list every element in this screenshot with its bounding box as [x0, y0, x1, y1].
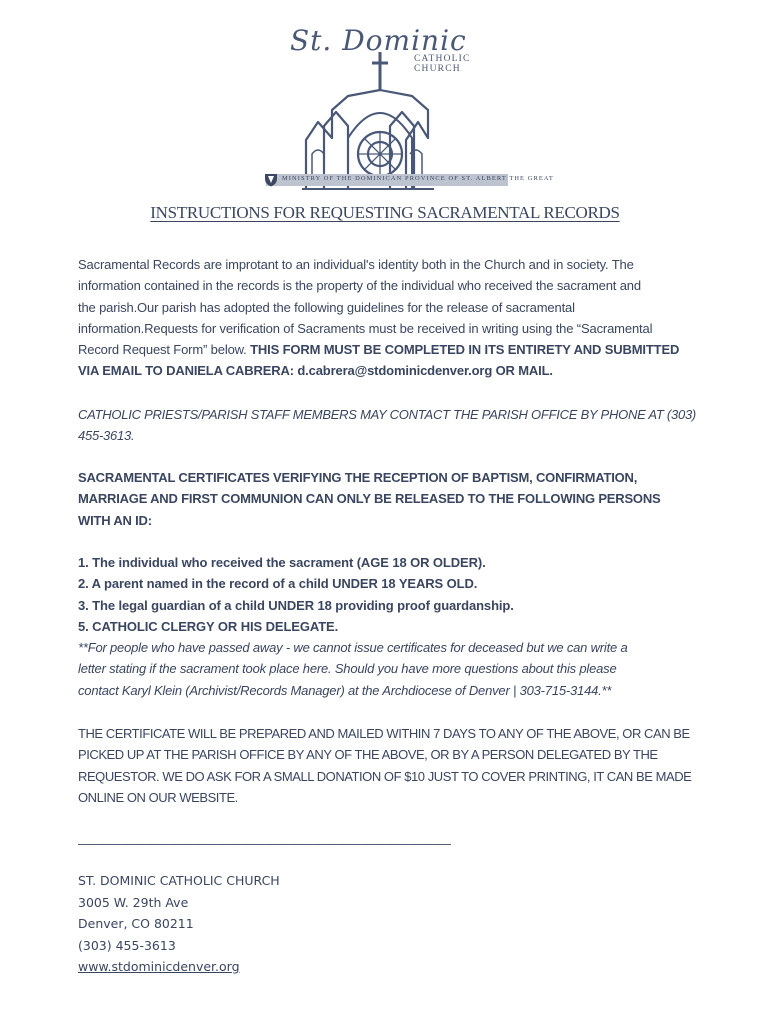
clergy-line: 455-3613.	[78, 428, 135, 444]
list-item: 3. The legal guardian of a child UNDER 18 providing proof guardanship.	[78, 597, 514, 613]
website-link[interactable]: www.stdominicdenver.org	[78, 959, 240, 974]
dominican-shield-icon	[264, 173, 278, 187]
certificate-line: WITH AN ID:	[78, 512, 152, 528]
intro-line: Record Request Form” below.	[78, 342, 247, 358]
delivery-paragraph	[78, 723, 728, 808]
ministry-banner	[266, 174, 554, 186]
page-title: INSTRUCTIONS FOR REQUESTING SACRAMENTAL RECORDS	[150, 203, 620, 222]
intro-line: the parish.Our parish has adopted the following guidelines for the release of sacramental	[78, 299, 575, 315]
deceased-note-line: letter stating if the sacrament took place here. Should you have more questions about this please	[78, 661, 617, 677]
delivery-line: THE CERTIFICATE WILL BE PREPARED AND MAILED WITHIN 7 DAYS TO ANY OF THE ABOVE, OR CAN BE	[78, 726, 690, 741]
delivery-line: PICKED UP AT THE PARISH OFFICE BY ANY OF THE ABOVE, OR BY A PERSON DELEGATED BY THE	[78, 747, 658, 763]
footer-city: Denver, CO 80211	[78, 916, 194, 931]
intro-line-mixed	[78, 339, 718, 360]
footer-street: 3005 W. 29th Ave	[78, 894, 189, 910]
logo-subtitle: CATHOLIC CHURCH	[414, 54, 471, 74]
delivery-line: ONLINE ON OUR WEBSITE.	[78, 789, 238, 805]
contact-footer	[78, 870, 280, 978]
intro-line: information.Requests for verification of Sacraments must be received in writing using the “Sacramental	[78, 320, 653, 336]
deceased-note-line: contact Karyl Klein (Archivist/Records Manager) at the Archdiocese of Denver | 303-715-3144.**	[78, 682, 612, 698]
church-logo	[262, 20, 512, 190]
church-icon	[298, 50, 438, 192]
list-item: 5. CATHOLIC CLERGY OR HIS DELEGATE.	[78, 618, 339, 634]
list-item: 2. A parent named in the record of a child UNDER 18 YEARS OLD.	[78, 576, 478, 592]
footer-church-name: ST. DOMINIC CATHOLIC CHURCH	[78, 873, 280, 888]
deceased-note-line: **For people who have passed away - we cannot issue certificates for deceased but we can write a	[78, 640, 628, 656]
intro-bold-email-line: VIA EMAIL TO DANIELA CABRERA: d.cabrera@stdominicdenver.org OR MAIL.	[78, 363, 553, 379]
delivery-line: REQUESTOR. WE DO ASK FOR A SMALL DONATION OF $10 JUST TO COVER PRINTING, IT CAN BE MADE	[78, 768, 692, 784]
ministry-text: MINISTRY OF THE DOMINICAN PROVINCE OF ST. ALBERT THE GREAT	[282, 175, 554, 182]
intro-paragraph	[78, 254, 718, 382]
certificate-paragraph	[78, 467, 718, 531]
certificate-line: SACRAMENTAL CERTIFICATES VERIFYING THE RECEPTION OF BAPTISM, CONFIRMATION,	[78, 470, 638, 485]
intro-line: information contained in the records is the property of the individual who received the sacrament and	[78, 278, 641, 294]
intro-bold-instruction: THIS FORM MUST BE COMPLETED IN ITS ENTIRETY AND SUBMITTED	[246, 342, 680, 358]
footer-phone: (303) 455-3613	[78, 937, 176, 953]
certificate-line: MARRIAGE AND FIRST COMMUNION CAN ONLY BE RELEASED TO THE FOLLOWING PERSONS	[78, 491, 661, 507]
clergy-line: CATHOLIC PRIESTS/PARISH STAFF MEMBERS MAY CONTACT THE PARISH OFFICE BY PHONE AT (303)	[78, 407, 697, 422]
list-item: 1. The individual who received the sacrament (AGE 18 OR OLDER).	[78, 555, 486, 570]
logo-script-name: St. Dominic	[290, 24, 467, 57]
intro-line: Sacramental Records are improtant to an individual's identity both in the Church and in society. The	[78, 257, 634, 272]
separator-rule: ———————————————————————————————	[78, 836, 450, 851]
clergy-paragraph	[78, 404, 718, 447]
eligible-persons-list	[78, 552, 718, 701]
